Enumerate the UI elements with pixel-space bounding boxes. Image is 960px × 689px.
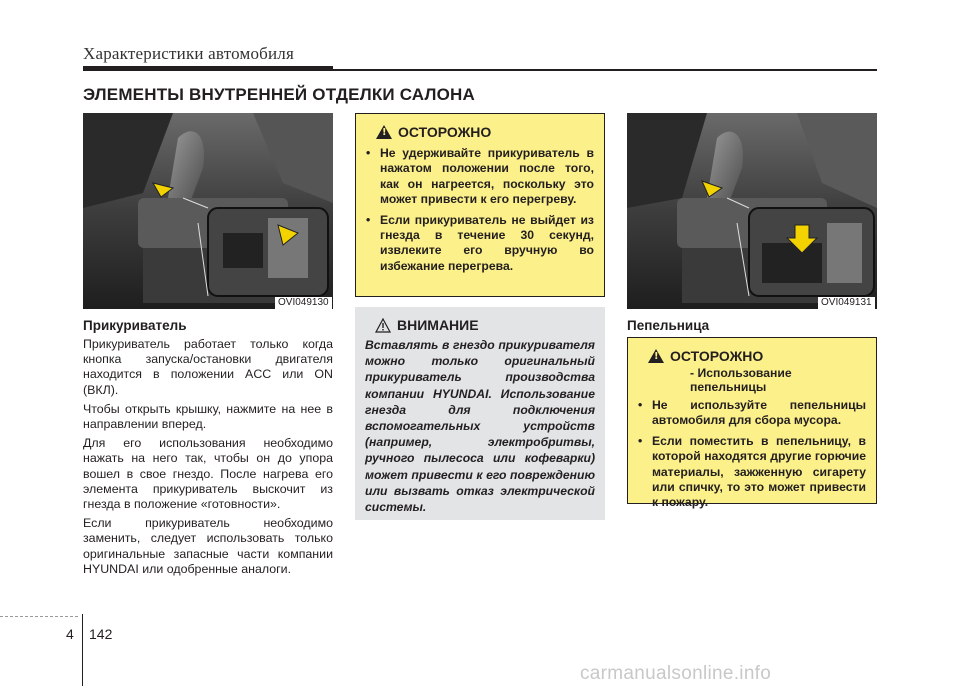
watermark: carmanualsonline.info <box>580 663 772 684</box>
lighter-paragraph: Если прикуриватель необходимо заменить, следует использовать только оригинальные запасные части компании HYUNDAI или одобренные аналоги. <box>83 516 333 576</box>
lighter-paragraph: Прикуриватель работает только когда кнопка запуска/остановки двигателя находится в положении ACC или ON (ВКЛ). <box>83 337 333 397</box>
warning-item: • Если прикуриватель не выйдет из гнезда в течение 30 секунд, извлеките его вручную во избежание перегрева. <box>366 213 594 275</box>
chapter-number: 4 <box>66 626 74 642</box>
header-rule <box>83 66 333 71</box>
lighter-paragraph: Для его использования необходимо нажать на него так, чтобы он до упора вошел в свое гнездо. После нагрева его элемента прикуриватель выскочит из гнезда в положение «готовности». <box>83 436 333 512</box>
warning-header <box>648 348 866 364</box>
warning-title: ОСТОРОЖНО <box>398 124 492 140</box>
photo-cigarette-lighter <box>83 113 333 309</box>
lighter-body <box>83 337 333 581</box>
photo-caption-left: OVI049130 <box>275 297 332 309</box>
warning-icon <box>376 125 392 139</box>
warning-icon <box>648 349 664 363</box>
warning-title: ОСТОРОЖНО <box>670 348 764 364</box>
warning-box-ashtray <box>627 337 877 510</box>
warning-subtitle: - Использование пепельницы <box>690 366 792 394</box>
notice-title: ВНИМАНИЕ <box>397 317 479 333</box>
notice-box <box>355 307 605 520</box>
warning-item: • Не используйте пепельницы автомобиля для сбора мусора. <box>638 398 866 429</box>
warning-list <box>638 398 866 511</box>
page-number: 142 <box>89 626 113 642</box>
photo-ashtray <box>627 113 877 309</box>
warning-item: • Не удерживайте прикуриватель в нажатом положении после того, как он нагреется, поскольку это может привести к его перегреву. <box>366 146 594 208</box>
notice-text: Вставлять в гнездо прикуривателя можно только оригинальный прикуриватель производства компании HYUNDAI. Использование гнезда для подключения вспомогательных устройств (например, электробритвы, ручного пылесоса или кофеварки) может привести к его повреждению или вызвать отказ электрической системы. <box>365 338 595 515</box>
warning-item: • Если поместить в пепельницу, в которой находятся другие горючие материалы, зажженную сигарету или спичку, то это может привести к пожару. <box>638 434 866 511</box>
warning-header <box>376 124 594 140</box>
footer-dashed-line <box>0 616 78 617</box>
notice-header <box>375 317 595 333</box>
lighter-paragraph: Чтобы открыть крышку, нажмите на нее в направлении вперед. <box>83 401 333 432</box>
warning-list <box>366 146 594 274</box>
warning-box-lighter <box>355 113 605 297</box>
caution-icon <box>375 318 391 333</box>
section-title: ЭЛЕМЕНТЫ ВНУТРЕННЕЙ ОТДЕЛКИ САЛОНА <box>83 85 475 104</box>
photo-caption-right: OVI049131 <box>818 297 875 309</box>
header-title: Характеристики автомобиля <box>83 44 294 63</box>
footer-divider <box>82 614 83 686</box>
header-rule-thin <box>333 69 877 71</box>
ashtray-heading: Пепельница <box>627 318 710 333</box>
lighter-heading: Прикуриватель <box>83 318 187 333</box>
